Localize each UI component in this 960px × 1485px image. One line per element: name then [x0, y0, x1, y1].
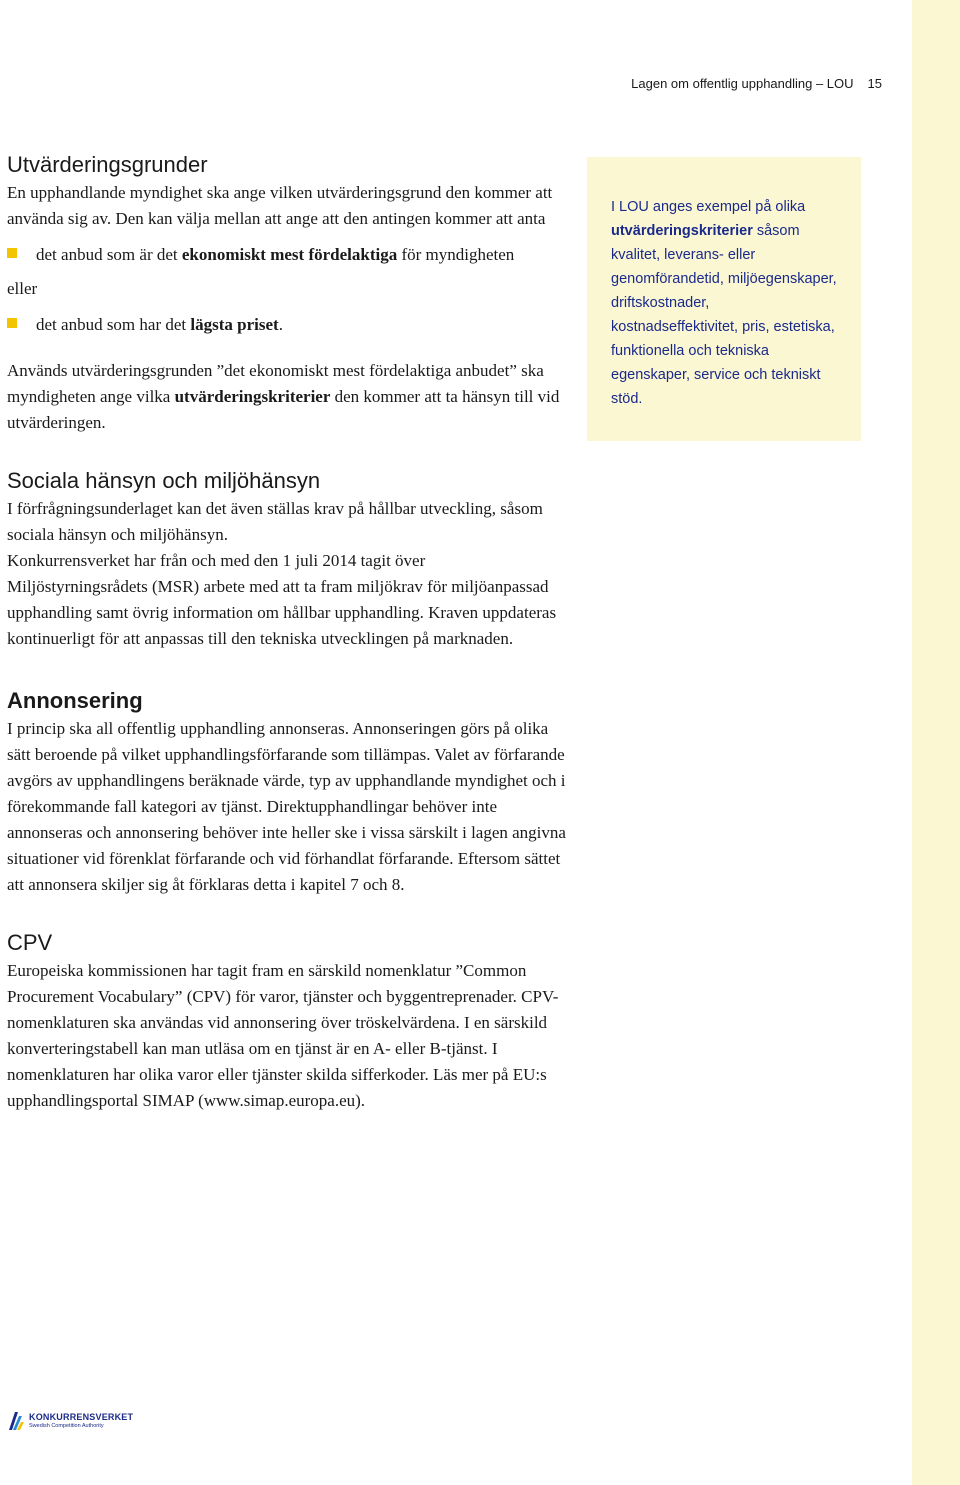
- page-number: 15: [867, 76, 882, 91]
- paragraph-bold: utvärderingskriterier: [174, 387, 331, 406]
- sidebar-note-text-1: I LOU anges exempel på olika: [611, 199, 806, 215]
- list-item-text: det anbud som har det: [36, 315, 191, 334]
- konkurrensverket-logo-icon: [7, 1410, 25, 1432]
- list-item-bold: lägsta priset: [190, 315, 279, 334]
- list-item-bold: ekonomiskt mest fördelaktiga: [181, 245, 398, 264]
- sidebar-note-bold: utvärderingskriterier: [611, 223, 753, 239]
- paragraph: Europeiska kommissionen har tagit fram en särskild nomenklatur ”Common Procurement Vocabulary” (CPV) för varor, tjänster och byggentreprenader. CPV-nomenklaturen ska användas vid annonsering över tröskelvärdena. I en särskild konverteringstabell kan man utläsa om en tjänst är en A- eller B-tjänst. I nomenklaturen har olika varor eller tjänster skilda sifferkoder. Läs mer på EU:s upphandlingsportal SIMAP (www.simap.europa.eu).: [7, 961, 559, 1110]
- paragraph: Konkurrensverket har från och med den 1 juli 2014 tagit över Miljöstyrningsrådets (MSR) arbete med att ta fram miljökrav för miljöanpassad upphandling samt övrig information om hållbar upphandling. Kraven uppdateras kontinuerligt för att anpassas till den tekniska utvecklingen på marknaden.: [7, 551, 557, 648]
- paragraph: I princip ska all offentlig upphandling annonseras. Annonseringen görs på olika sätt beroende på vilket upphandlingsförfarande som tillämpas. Valet av förfarande avgörs av upphandlingens beräknade värde, typ av upphandlande myndighet och i förekommande fall kategori av tjänst. Direktupphandlingar behöver inte annonseras och annonsering behöver inte heller ske i vissa särskilt i lagen angivna situationer vid förenklat förfarande och vid förhandlat förfarande. Eftersom sättet att annonsera skiljer sig åt förklaras detta i kapitel 7 och 8.: [7, 719, 566, 894]
- paragraph: I förfrågningsunderlaget kan det även ställas krav på hållbar utveckling, såsom sociala hänsyn och miljöhänsyn.: [7, 499, 543, 544]
- section-heading: Utvärderingsgrunder: [7, 152, 208, 177]
- paragraph-text: Används utvärderingsgrunden ”det ekonomiskt mest fördelaktiga anbudet” ska myndigheten ange vilka: [7, 361, 544, 406]
- list-item: [7, 312, 567, 338]
- criteria-list: [7, 242, 567, 268]
- konkurrensverket-logo: [7, 1410, 133, 1432]
- main-column: [7, 150, 567, 1114]
- list-item: [7, 242, 567, 268]
- logo-name: KONKURRENSVERKET: [29, 1412, 134, 1422]
- paragraph: [7, 358, 567, 436]
- paragraph-text: den kommer att ta hänsyn till vid utvärderingen.: [7, 387, 560, 432]
- section-heading: CPV: [7, 930, 53, 955]
- logo-text: [29, 1412, 133, 1430]
- running-head: [631, 76, 882, 91]
- list-item-text: för myndigheten: [397, 245, 515, 264]
- list-item-text: .: [278, 315, 283, 334]
- bullet-square-icon: [7, 318, 17, 328]
- criteria-list-2: [7, 312, 567, 338]
- intro-paragraph: En upphandlande myndighet ska ange vilken utvärderingsgrund den kommer att använda sig av. Den kan välja mellan att ange att den antingen kommer att anta: [7, 183, 553, 228]
- running-title: Lagen om offentlig upphandling – LOU: [631, 76, 854, 91]
- sidebar-note: [587, 157, 861, 441]
- section-annonsering: [7, 686, 567, 898]
- list-item-text: det anbud som är det: [36, 245, 182, 264]
- section-heading: Annonsering: [7, 688, 143, 713]
- right-margin-strip: [912, 0, 960, 1485]
- section-heading: Sociala hänsyn och miljöhänsyn: [7, 468, 321, 493]
- bullet-square-icon: [7, 248, 17, 258]
- or-word: eller: [7, 279, 38, 298]
- logo-subtitle: Swedish Competition Authority: [29, 1423, 104, 1429]
- section-cpv: [7, 928, 567, 1114]
- sidebar-note-text-2: såsom kvalitet, leverans- eller genomförandetid, miljöegenskaper, driftskostnader, kostnadseffektivitet, pris, estetiska, funktionella och tekniska egenskaper, service och tekniskt stöd.: [611, 223, 837, 407]
- section-sociala-hansyn: [7, 466, 567, 652]
- section-utvarderingsgrunder: [7, 150, 567, 436]
